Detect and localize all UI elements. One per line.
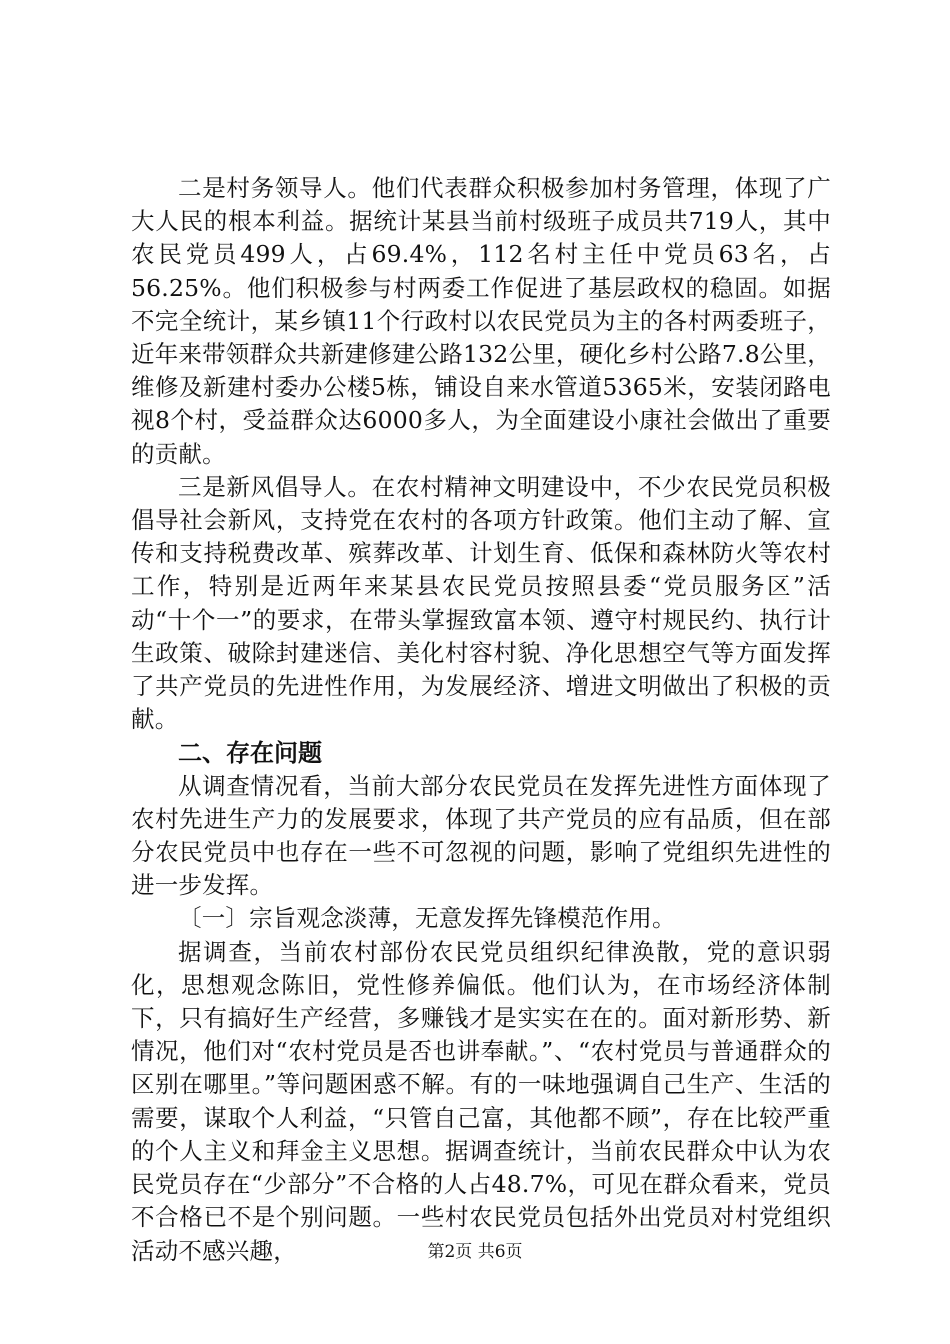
paragraph-village-leaders: 二是村务领导人。他们代表群众积极参加村务管理，体现了广大人民的根本利益。据统计某县当前村级班子成员共719人，其中农民党员499人，占69.4%，112名村主任中党员63名，占56.25%。他们积极参与村两委工作促进了基层政权的稳固。如据不完全统计，某乡镇11个行政村以农民党员为主的各村两委班子，近年来带领群众共新建修建公路132公里，硬化乡村公路7.8公里，维修及新建村委办公楼5栋，铺设自来水管道5365米，安装闭路电视8个村，受益群众达6000多人，为全面建设小康社会做出了重要的贡献。 (131, 174, 831, 468)
section-heading-problems: 二、存在问题 (178, 738, 322, 768)
paragraph-survey-details: 据调查，当前农村部份农民党员组织纪律涣散，党的意识弱化，思想观念陈旧，党性修养偏低。他们认为，在市场经济体制下，只有搞好生产经营，多赚钱才是实实在在的。面对新形势、新情况，他们对“农村党员是否也讲奉献。”、“农村党员与普通群众的区别在哪里。”等问题困惑不解。有的一味地强调自己生产、生活的需要，谋取个人利益，“只管自己富，其他都不顾”，存在比较严重的个人主义和拜金主义思想。据调查统计，当前农民群众中认为农民党员存在“少部分”不合格的人占48.7%，可见在群众看来，党员不合格已不是个别问题。一些村农民党员包括外出党员对村党组织活动不感兴趣， (131, 937, 831, 1265)
page-footer: 第2页 共6页 (427, 1242, 523, 1262)
paragraph-new-customs: 三是新风倡导人。在农村精神文明建设中，不少农民党员积极倡导社会新风，支持党在农村的各项方针政策。他们主动了解、宣传和支持税费改革、殡葬改革、计划生育、低保和森林防火等农村工作，特别是近两年来某县农民党员按照县委“党员服务区”活动“十个一”的要求，在带头掌握致富本领、遵守村规民约、执行计生政策、破除封建迷信、美化村容村貌、净化思想空气等方面发挥了共产党员的先进性作用，为发展经济、增进文明做出了积极的贡献。 (131, 472, 831, 734)
paragraph-survey-overview: 从调查情况看，当前大部分农民党员在发挥先进性方面体现了农村先进生产力的发展要求，体现了共产党员的应有品质，但在部分农民党员中也存在一些不可忽视的问题，影响了党组织先进性的进一步发挥。 (131, 771, 831, 900)
document-body (131, 172, 831, 1268)
subheading-weak-purpose: 〔一〕宗旨观念淡薄，无意发挥先锋模范作用。 (178, 904, 676, 933)
